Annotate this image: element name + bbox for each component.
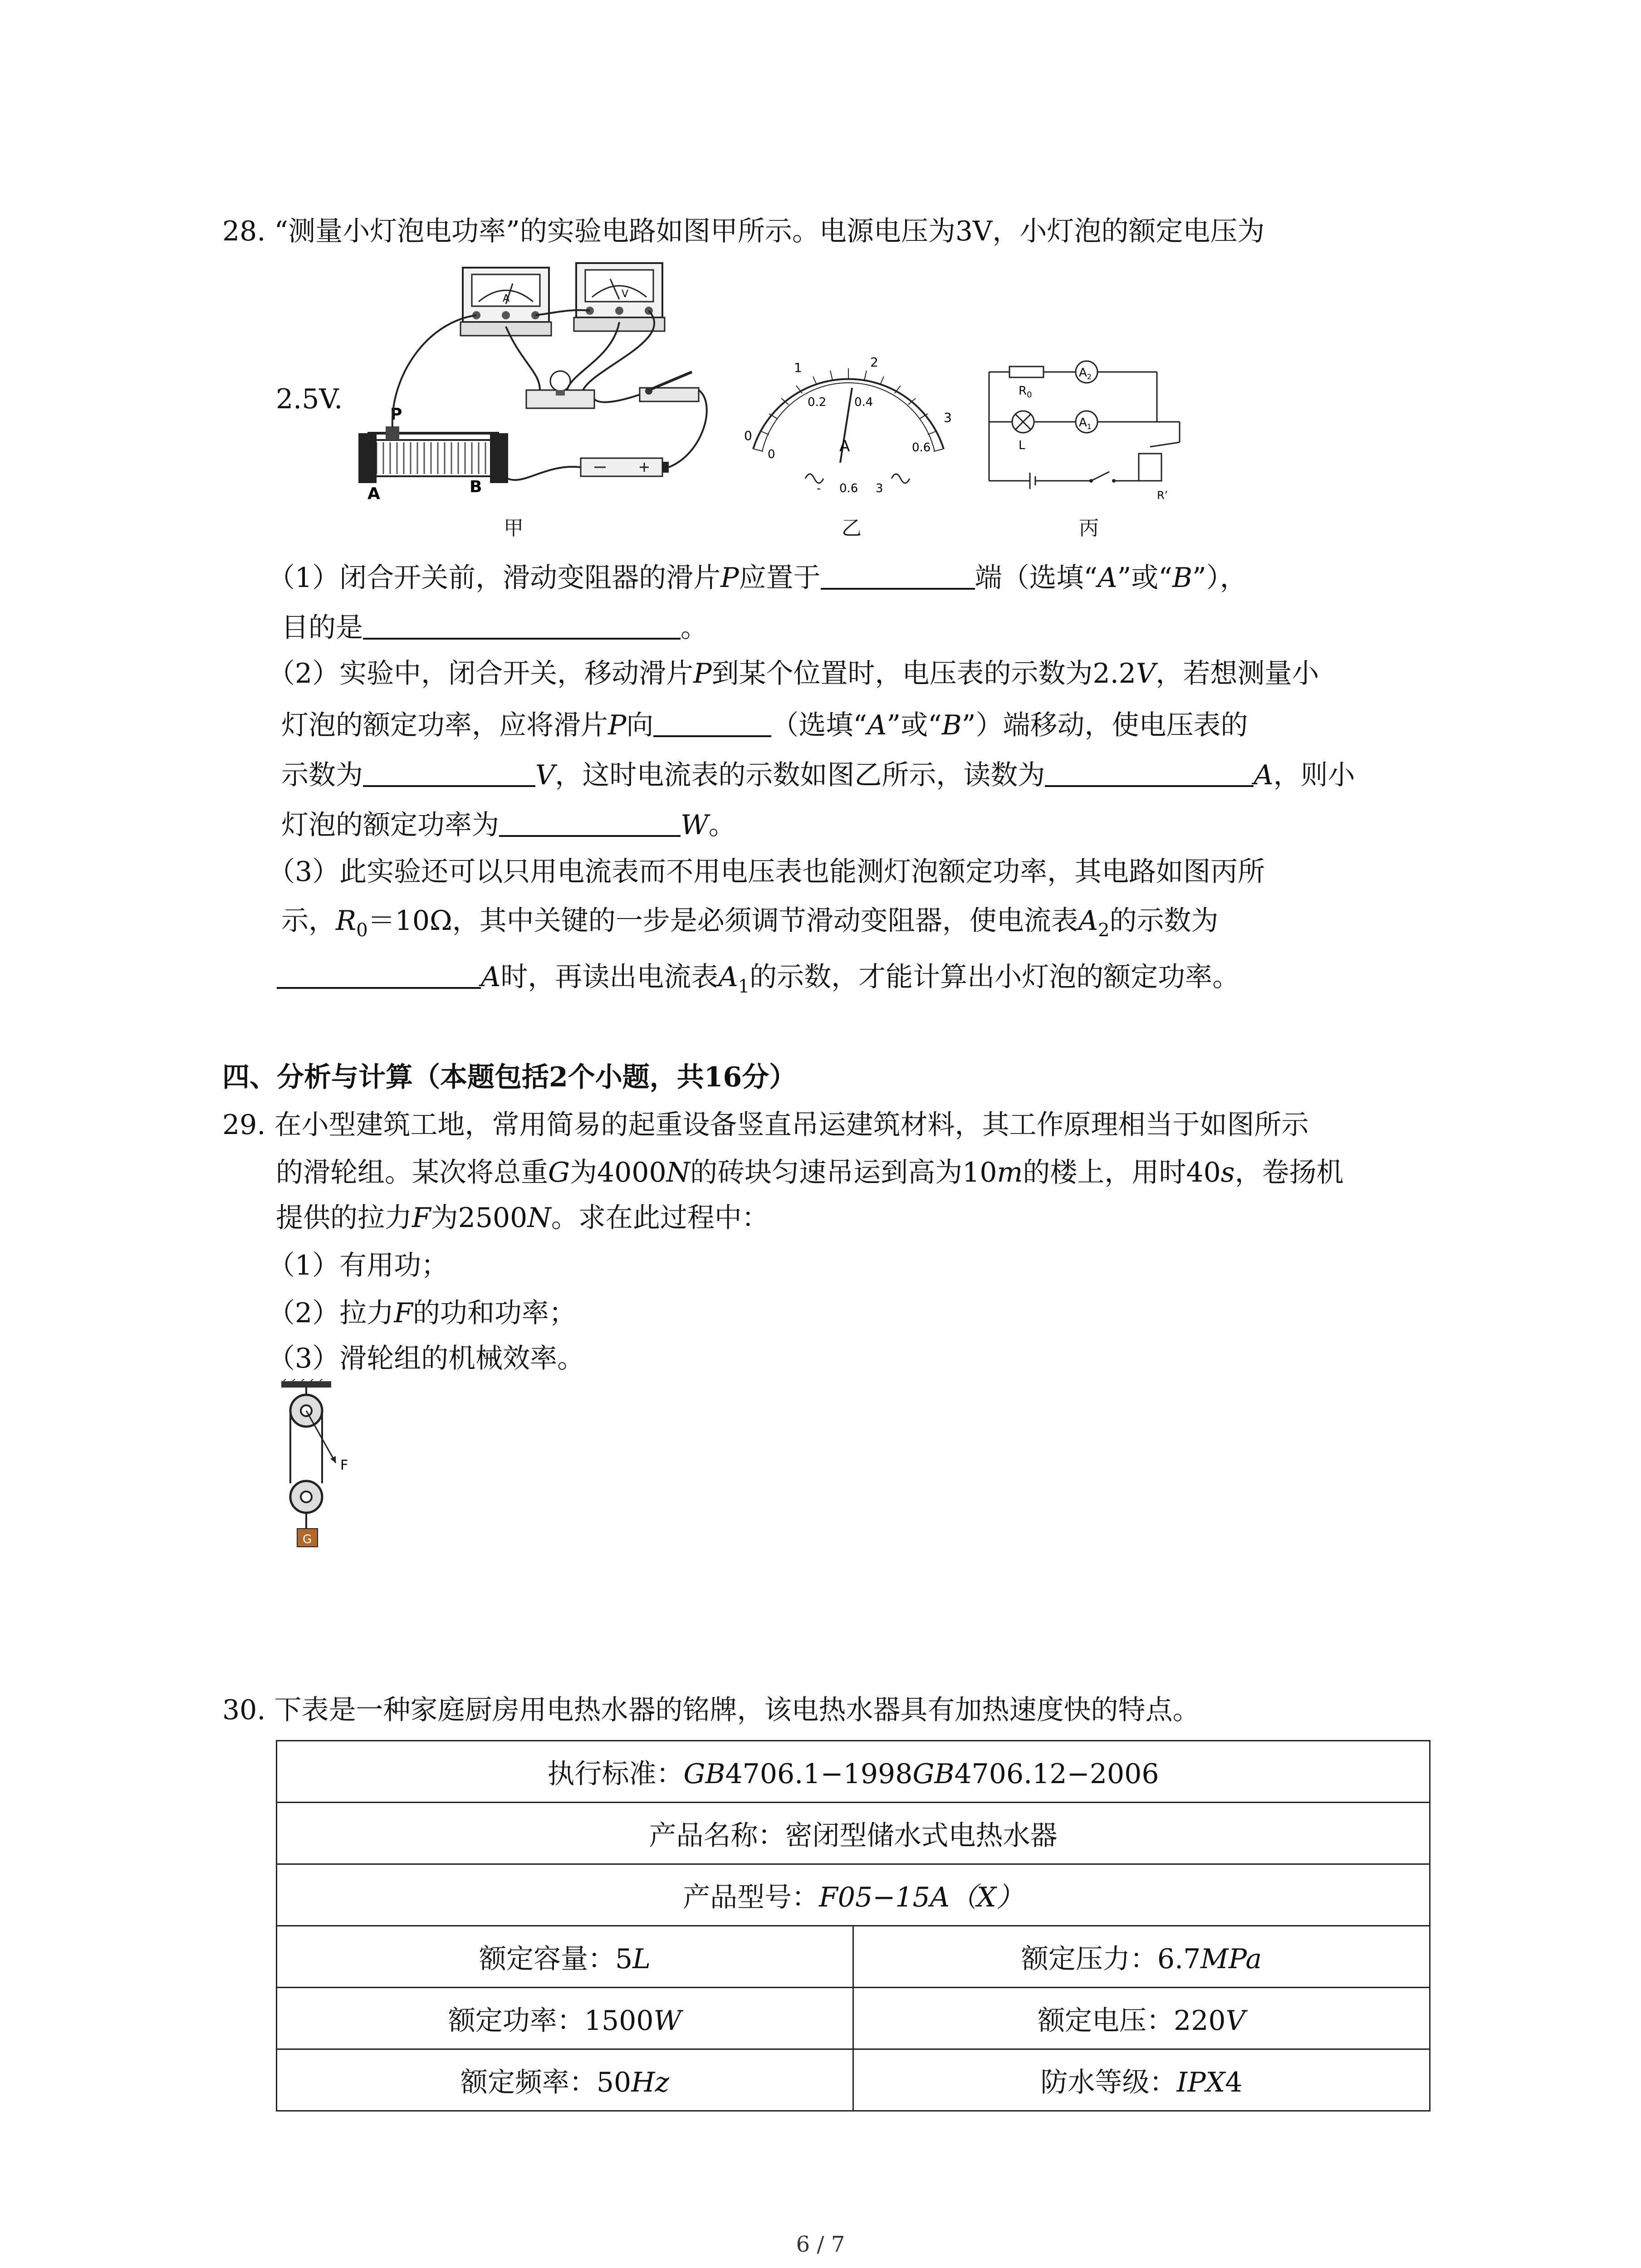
nameplate-standard: 执行标准：GB4706.1−1998GB4706.12−2006 [277, 1741, 1430, 1803]
q28-part2-line3: 示数为 V，这时电流表的示数如图乙所示，读数为 A，则小 [281, 755, 1355, 793]
nameplate-frequency: 额定频率：50Hz [277, 2049, 853, 2111]
dial-top-1: 1 [794, 360, 802, 375]
answer-blank-4[interactable] [363, 755, 535, 787]
dial-top-2: 2 [870, 355, 878, 370]
q29-line3: 提供的拉力F为2500N。求在此过程中： [276, 1202, 769, 1234]
q29-sub2: （2）拉力F的功和功率； [268, 1297, 576, 1329]
label-R0: $R_0$ [1019, 384, 1032, 400]
q28-part3-line2: 示，$R_0=10\Omega$，其中关键的一步是必须调节滑动变阻器，使电流表$A_2$的示数为 [281, 905, 1219, 941]
q28-part3-line1: （3）此实验还可以只用电流表而不用电压表也能测灯泡额定功率，其电路如图丙所 [268, 856, 1265, 888]
q28-part2-line4: 灯泡的额定功率为 W。 [281, 805, 736, 843]
dial-bottom-2: 0.4 [854, 396, 873, 409]
q28-part3-line3: A时，再读出电流表$A_1$的示数，才能计算出小灯泡的额定功率。 [277, 957, 1239, 1005]
label-F: F [340, 1457, 348, 1473]
nameplate-voltage: 额定电压：220V [853, 1988, 1430, 2049]
q28-part1-line1: （1）闭合开关前，滑动变阻器的滑片P应置于 端（选填“A”或“B”）， [268, 558, 1247, 596]
answer-blank-6[interactable] [499, 805, 681, 837]
battery-icon [581, 458, 669, 476]
figure-yi-ammeter-dial [726, 345, 971, 508]
dial-terminal-06: 0.6 [839, 482, 858, 495]
figure-bing-circuit [975, 345, 1202, 544]
ammeter-letter: A [503, 293, 510, 304]
label-L: L [1019, 439, 1025, 452]
q29-sub1: （1）有用功； [268, 1250, 449, 1281]
label-Rprime: R’ [1157, 489, 1168, 502]
answer-blank-5[interactable] [1045, 755, 1254, 787]
figure-yi-label: 乙 [842, 517, 862, 540]
nameplate-capacity: 额定容量：5L [277, 1926, 853, 1988]
nameplate-waterproof: 防水等级：IPX4 [853, 2049, 1430, 2111]
answer-blank-1[interactable] [821, 558, 975, 590]
figure-jia-circuit [358, 259, 721, 503]
dial-bottom-0: 0 [768, 448, 775, 461]
nameplate-pressure: 额定压力：6.7MPa [853, 1926, 1430, 1988]
page-number: 6 / 7 [796, 2232, 845, 2257]
resistor-R0 [1009, 367, 1043, 377]
q28-stem: 28. “测量小灯泡电功率”的实验电路如图甲所示。电源电压为3V，小灯泡的额定电压为 [222, 215, 1265, 247]
label-A2: $A_2$ [1079, 366, 1092, 381]
q28-stem-end: 2.5V. [276, 383, 343, 415]
q28-part2-line1: （2）实验中，闭合开关，移动滑片P到某个位置时，电压表的示数为2.2V，若想测量小 [268, 658, 1319, 689]
switch-icon [640, 372, 699, 401]
rheostat-icon [358, 426, 508, 483]
section4-title: 四、分析与计算（本题包括2个小题，共16分） [222, 1061, 797, 1093]
label-P: P [390, 405, 402, 424]
nameplate-power: 额定功率：1500W [277, 1988, 853, 2049]
dial-bottom-1: 0.2 [808, 396, 827, 409]
answer-blank-7[interactable] [277, 957, 481, 989]
dial-terminal-neg: - [817, 482, 821, 495]
figure-jia-label: 甲 [504, 517, 524, 540]
nameplate-product-name: 产品名称：密闭型储水式电热水器 [277, 1803, 1430, 1864]
dial-top-0: 0 [744, 428, 752, 443]
figure-bing-label: 丙 [1079, 517, 1099, 540]
q28-part1-line2: 目的是 。 [281, 608, 708, 646]
q29-sub3: （3）滑轮组的机械效率。 [268, 1343, 585, 1374]
ammeter-icon [460, 268, 551, 336]
answer-blank-2[interactable] [363, 608, 681, 640]
q29-line2: 的滑轮组。某次将总重G为4000N的砖块匀速吊运到高为10m的楼上，用时40s，卷扬机 [276, 1157, 1344, 1188]
nameplate-model: 产品型号：F05−15A（X） [277, 1864, 1430, 1926]
label-A: A [367, 484, 380, 503]
dial-bottom-3: 0.6 [912, 441, 931, 455]
dial-top-3: 3 [944, 410, 952, 425]
label-B: B [470, 478, 482, 496]
dial-terminal-3: 3 [876, 482, 883, 495]
q28-part2-line2: 灯泡的额定功率，应将滑片P向 （选填“A”或“B”）端移动，使电压表的 [281, 705, 1248, 743]
answer-blank-3[interactable] [653, 705, 771, 737]
q29-line1: 29. 在小型建筑工地，常用简易的起重设备竖直吊运建筑材料，其工作原理相当于如图所示 [222, 1109, 1309, 1141]
label-G: G [303, 1533, 312, 1546]
nameplate-table [276, 1740, 1430, 2112]
voltmeter-letter: V [622, 288, 629, 300]
dial-needle-letter: A [839, 437, 850, 455]
figure-pulley-system [272, 1379, 381, 1569]
q30-stem: 30. 下表是一种家庭厨房用电热水器的铭牌，该电热水器具有加热速度快的特点。 [222, 1694, 1200, 1726]
voltmeter-icon [574, 263, 665, 331]
label-A1: $A_1$ [1079, 416, 1092, 431]
